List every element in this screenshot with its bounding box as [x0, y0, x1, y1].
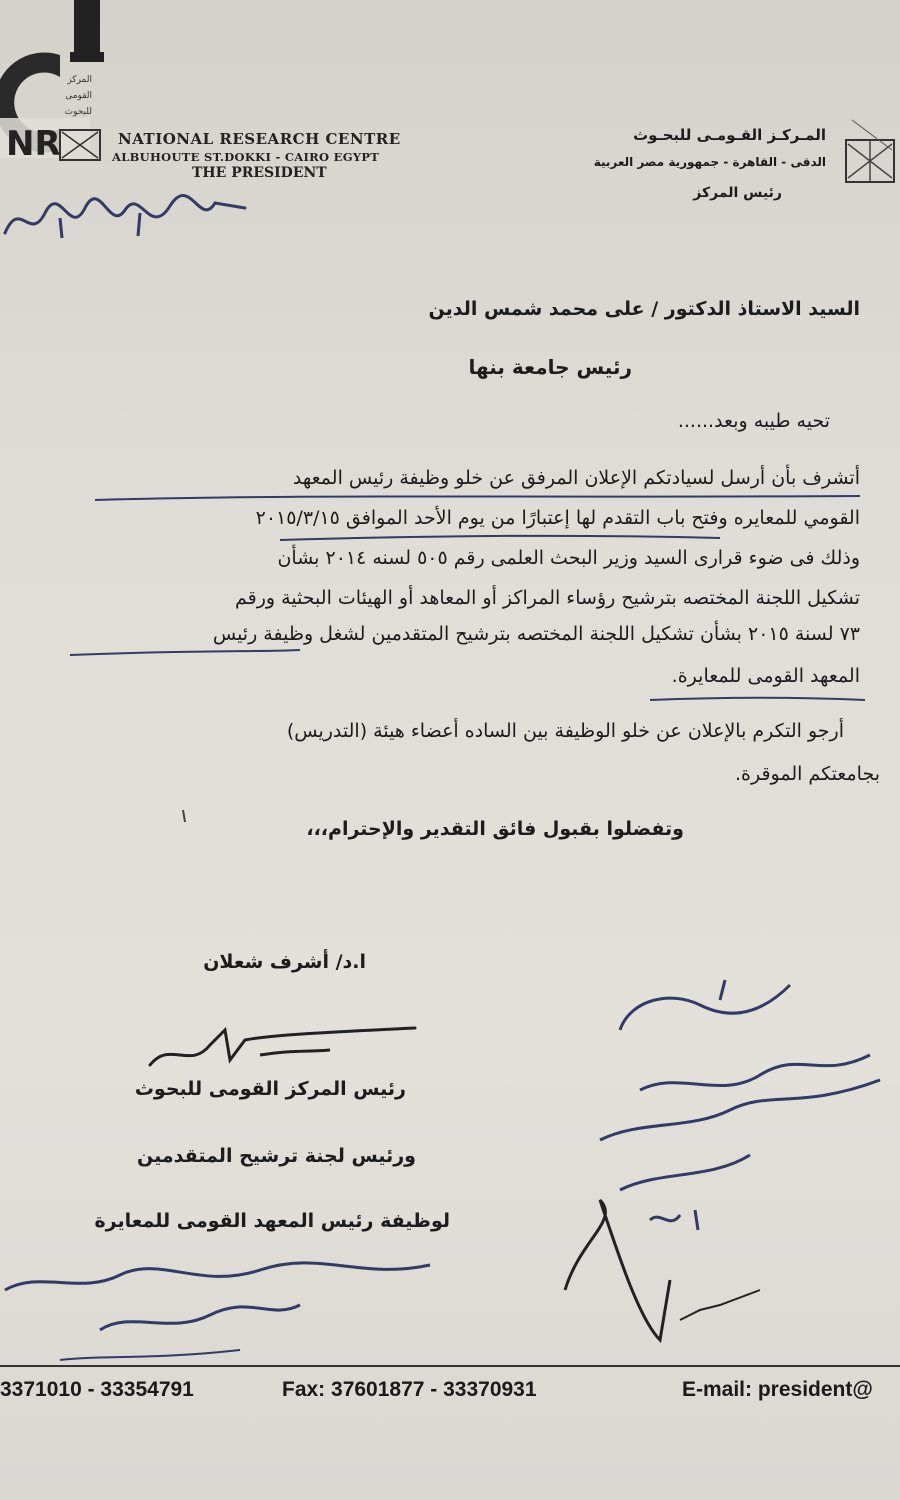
- greeting: تحيه طيبه وبعد......: [677, 410, 830, 432]
- president-title-english: THE PRESIDENT: [192, 165, 327, 181]
- closing-line: وتفضلوا بقبول فائق التقدير والإحترام،،،: [306, 818, 684, 840]
- paragraph1-line: القومي للمعايره وفتح باب التقدم لها إعتبارًا من يوم الأحد الموافق ٢٠١٥/٣/١٥: [255, 507, 860, 529]
- org-address-arabic: الدقى - القاهرة - جمهورية مصر العربية: [593, 155, 826, 169]
- paragraph1-line: وذلك فى ضوء قرارى السيد وزير البحث العلمى رقم ٥٠٥ لسنه ٢٠١٤ بشأن: [277, 547, 860, 569]
- paragraph1-line: ٧٣ لسنة ٢٠١٥ بشأن تشكيل اللجنة المختصه بترشيح المتقدمين لشغل وظيفة رئيس: [212, 623, 860, 645]
- footer-phone: 3371010 - 33354791: [0, 1378, 194, 1401]
- nrc-logo: [0, 0, 110, 170]
- signature-stroke: [130, 1010, 430, 1080]
- svg-text:للبحوث: للبحوث: [64, 107, 92, 117]
- president-title-arabic: رئيس المركز: [693, 185, 782, 201]
- paragraph1-line: تشكيل اللجنة المختصه بترشيح رؤساء المراكز أو المعاهد أو الهيئات البحثية ورقم: [235, 587, 860, 609]
- addressee-line: السيد الاستاذ الدكتور / على محمد شمس الدين: [428, 298, 860, 320]
- handwritten-annotation: [560, 960, 900, 1360]
- footer-divider: [0, 1365, 900, 1367]
- svg-text:القومى: القومى: [65, 91, 92, 101]
- footer-email: E-mail: president@: [682, 1378, 873, 1401]
- logo-letters: NR: [6, 124, 61, 164]
- signatory-name: ا.د/ أشرف شعلان: [203, 951, 366, 973]
- paragraph2-line: أرجو التكرم بالإعلان عن خلو الوظيفة بين الساده أعضاء هيئة (التدريس): [286, 720, 844, 742]
- handwritten-note-top: [0, 188, 250, 257]
- footer-fax: Fax: 37601877 - 33370931: [282, 1378, 537, 1401]
- org-address-english: ALBUHOUTE ST.DOKKI - CAIRO EGYPT: [112, 150, 380, 164]
- paragraph2-line: بجامعتكم الموقرة.: [734, 763, 880, 785]
- paragraph1-line: أتشرف بأن أرسل لسيادتكم الإعلان المرفق عن خلو وظيفة رئيس المعهد: [292, 467, 860, 489]
- signatory-role-line: رئيس المركز القومى للبحوث: [134, 1078, 406, 1100]
- svg-text:المركز: المركز: [67, 75, 92, 85]
- signatory-role-line: ورئيس لجنة ترشيح المتقدمين: [137, 1145, 416, 1167]
- signatory-role-line: لوظيفة رئيس المعهد القومى للمعايرة: [94, 1210, 450, 1232]
- handwritten-note-bottom: [0, 1250, 440, 1370]
- org-name-english: NATIONAL RESEARCH CENTRE: [118, 130, 401, 148]
- paragraph1-line: المعهد القومى للمعايرة.: [671, 665, 860, 687]
- org-emblem-icon: [842, 120, 898, 190]
- org-name-arabic: المـركـز القـومـى للبحـوث: [633, 126, 826, 144]
- addressee-title: رئيس جامعة بنها: [468, 355, 632, 379]
